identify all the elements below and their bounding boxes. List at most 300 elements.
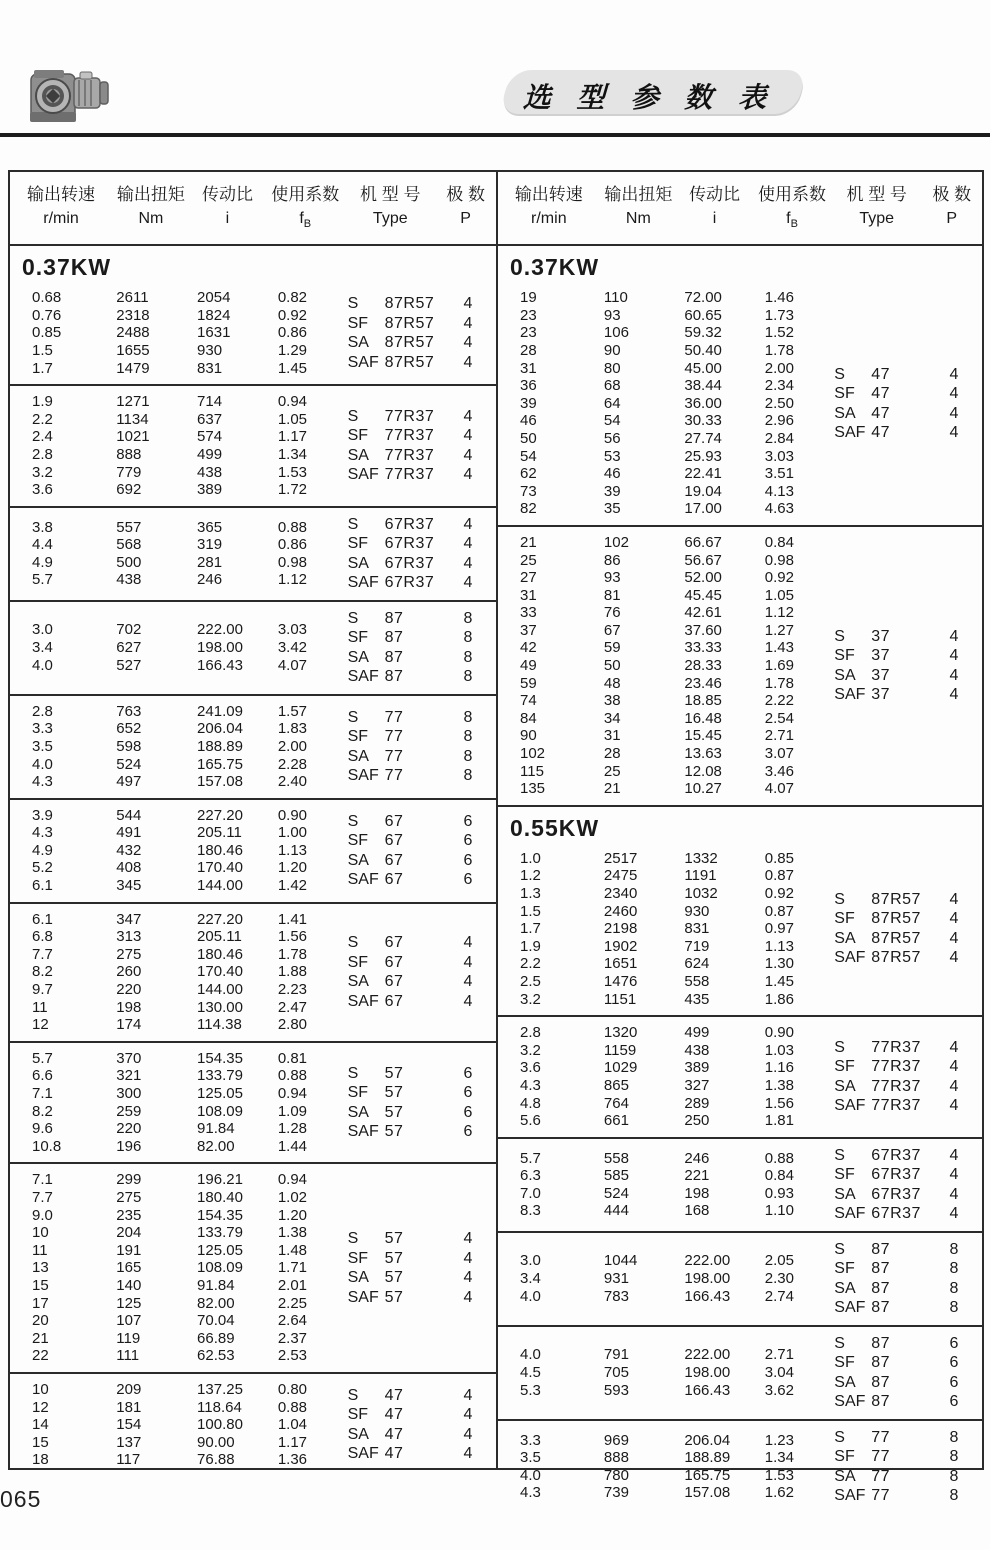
torque-cell: 438 [116,571,142,589]
poles-cell: 8 [463,767,473,785]
type-model: 67 [384,992,404,1010]
ratio-cell: 62.53 [197,1347,235,1365]
poles-cell: 4 [463,934,473,952]
ratio-cell: 198.00 [684,1269,731,1287]
type-model: 77 [384,767,404,785]
data-block [10,1043,496,1165]
speed-cell: 13 [32,1259,49,1277]
speed-cell: 23 [520,306,537,324]
type-row [348,972,496,992]
ratio-cell: 45.00 [684,359,722,377]
fb-cell: 2.05 [764,1252,794,1270]
speed-cell: 82 [520,500,537,518]
ratio-cell: 12.08 [684,762,722,780]
table-row [498,604,822,622]
type-row [348,831,496,851]
torque-cell: 500 [116,553,142,571]
type-row [834,1096,982,1116]
type-prefix: S [834,365,845,383]
ratio-cell: 170.40 [197,963,243,981]
poles-cell: 8 [949,1467,959,1485]
fb-cell: 2.50 [764,394,794,412]
rows-area [498,1252,822,1305]
speed-cell: 4.0 [520,1287,541,1305]
rows-area [498,1024,822,1130]
torque-cell: 705 [603,1363,629,1381]
speed-cell: 4.5 [520,1363,541,1381]
poles-cell: 4 [949,647,959,665]
table-row [498,1095,822,1113]
type-prefix: S [834,1428,845,1446]
ratio-cell: 59.32 [684,324,722,342]
type-model: 87R57 [384,314,435,332]
torque-cell: 59 [603,639,621,657]
speed-cell: 6.1 [32,877,53,895]
poles-cell: 8 [463,648,473,666]
fb-cell: 2.34 [764,377,794,395]
type-model: 77 [871,1487,891,1505]
torque-cell: 209 [116,1380,142,1398]
fb-cell: 0.86 [277,536,308,554]
fb-cell: 1.44 [277,1137,308,1155]
speed-cell: 5.7 [32,1049,53,1067]
torque-cell: 347 [116,910,142,928]
poles-cell: 4 [463,574,473,592]
poles-cell: 6 [949,1354,959,1372]
table-row [498,1167,822,1185]
speed-cell: 6.8 [32,928,53,946]
table-row [10,1277,336,1295]
fb-cell: 1.03 [764,1041,794,1059]
poles-cell: 4 [463,446,473,464]
speed-cell: 12 [32,1398,49,1416]
table-row [498,377,822,395]
torque-cell: 102 [603,533,629,551]
speed-cell: 4.4 [32,536,53,554]
table-row [498,1059,822,1077]
ratio-cell: 10.27 [684,780,722,798]
header-cell: i [712,210,717,227]
table-row [10,1171,336,1189]
fb-cell: 0.98 [764,551,794,569]
table-row [498,552,822,570]
ratio-cell: 206.04 [684,1431,731,1449]
ratio-cell: 45.45 [684,586,722,604]
type-model: 87 [384,668,404,686]
fb-cell: 0.97 [764,920,794,938]
table-row [10,773,336,791]
ratio-cell: 327 [684,1076,710,1094]
torque-cell: 1021 [116,428,150,446]
table-row [10,911,336,929]
speed-cell: 4.0 [32,755,53,773]
table-row [498,763,822,781]
type-row [834,929,982,949]
table-row [10,703,336,721]
type-model: 87 [384,648,404,666]
speed-cell: 12 [32,1016,49,1034]
fb-cell: 2.28 [277,755,308,773]
torque-cell: 117 [116,1451,141,1469]
torque-cell: 1651 [603,955,638,973]
speed-cell: 1.5 [520,902,541,920]
type-model: 47 [384,1386,404,1404]
ratio-cell: 222.00 [684,1252,731,1270]
ratio-cell: 831 [197,359,223,377]
type-prefix: S [834,1038,845,1056]
torque-cell: 661 [603,1112,629,1130]
type-model: 77R37 [384,446,435,464]
type-row [834,627,982,647]
type-model: 77R37 [384,427,435,445]
table-row [498,692,822,710]
table-row [498,1202,822,1220]
table-row [498,448,822,466]
torque-cell: 299 [116,1171,142,1189]
types-area [336,609,496,687]
ratio-cell: 66.67 [684,533,722,551]
type-model: 57 [384,1269,404,1287]
header-divider [0,133,990,137]
types-area [822,1146,982,1224]
fb-cell: 1.09 [277,1102,308,1120]
fb-cell: 1.41 [277,910,308,928]
type-row [348,766,496,786]
poles-cell: 8 [463,609,473,627]
table-row [10,1103,336,1121]
torque-cell: 568 [116,536,142,554]
torque-cell: 48 [603,674,621,692]
fb-cell: 1.71 [277,1259,308,1277]
header-row-cn [10,182,496,207]
speed-cell: 3.6 [520,1059,541,1077]
torque-cell: 275 [116,945,142,963]
speed-cell: 54 [520,447,537,465]
rows-area [10,703,336,791]
torque-cell: 2517 [603,849,638,867]
speed-cell: 4.9 [32,841,53,859]
type-prefix: S [834,1334,845,1352]
types-area [336,812,496,890]
poles-cell: 4 [463,1406,473,1424]
speed-cell: 7.7 [32,1188,53,1206]
type-prefix: SF [834,1166,855,1184]
fb-cell: 2.25 [277,1294,308,1312]
data-block [498,1421,982,1513]
speed-cell: 39 [520,394,537,412]
speed-cell: 0.76 [32,306,62,324]
table-row [498,780,822,798]
ratio-cell: 222.00 [684,1346,731,1364]
torque-cell: 888 [116,445,142,463]
type-model: 67 [384,851,404,869]
type-row [348,1229,496,1249]
ratio-cell: 72.00 [684,289,722,307]
poles-cell: 4 [949,1097,959,1115]
data-block [10,800,496,904]
type-model: 47 [384,1425,404,1443]
table-row [10,1207,336,1225]
type-model: 87 [871,1299,891,1317]
speed-cell: 9.7 [32,981,53,999]
poles-cell: 4 [463,314,473,332]
type-prefix: SAF [834,1393,866,1411]
speed-cell: 6.1 [32,910,53,928]
torque-cell: 593 [603,1381,629,1399]
type-model: 37 [871,627,891,645]
speed-cell: 42 [520,639,537,657]
header-cell: Nm [138,210,164,227]
speed-cell: 6.6 [32,1067,53,1085]
fb-cell: 1.17 [277,428,308,446]
table-row [10,1120,336,1138]
speed-cell: 3.3 [32,720,53,738]
ratio-cell: 154.35 [197,1206,243,1224]
speed-cell: 84 [520,709,537,727]
torque-cell: 86 [603,551,621,569]
fb-cell: 2.23 [277,981,308,999]
table-row [10,554,336,572]
type-model: 67R37 [871,1166,921,1184]
ratio-cell: 198 [684,1184,710,1202]
ratio-cell: 70.04 [197,1312,235,1330]
poles-cell: 4 [949,1058,959,1076]
speed-cell: 31 [520,359,537,377]
type-model: 87 [871,1393,891,1411]
torque-cell: 779 [116,463,142,481]
ratio-cell: 15.45 [684,727,722,745]
type-model: 67R37 [384,574,435,592]
types-area [336,1229,496,1307]
type-prefix: SF [834,1058,855,1076]
torque-cell: 432 [116,841,142,859]
poles-cell: 8 [949,1299,959,1317]
header-cell: $f_B$ [786,210,798,231]
rows-area [10,393,336,499]
poles-cell: 8 [463,629,473,647]
table-row [10,1189,336,1207]
type-row [834,1467,982,1487]
table-row [10,963,336,981]
poles-cell: 4 [949,424,959,442]
type-prefix: SF [347,953,369,971]
poles-cell: 4 [949,1205,959,1223]
speed-cell: 6.3 [520,1167,541,1185]
speed-cell: 1.5 [32,341,53,359]
table-row [10,446,336,464]
data-block [498,1327,982,1421]
table-row [10,981,336,999]
header-cell: 传动比 [201,185,253,204]
torque-cell: 111 [116,1347,140,1365]
header-row-en [498,207,982,236]
poles-cell: 6 [463,832,473,850]
table-column-2 [496,172,982,1505]
speed-cell: 4.3 [32,773,53,791]
rows-area [10,1381,336,1469]
type-model: 37 [871,647,891,665]
fb-cell: 2.80 [277,1016,308,1034]
ratio-cell: 33.33 [684,639,722,657]
fb-cell: 1.23 [764,1431,794,1449]
ratio-cell: 60.65 [684,306,722,324]
speed-cell: 90 [520,727,537,745]
speed-cell: 23 [520,324,537,342]
ratio-cell: 133.79 [197,1067,243,1085]
fb-cell: 1.10 [764,1202,794,1220]
torque-cell: 259 [116,1102,142,1120]
poles-cell: 4 [949,1077,959,1095]
table-row [10,1224,336,1242]
type-prefix: SA [834,1185,856,1203]
fb-cell: 2.01 [277,1276,308,1294]
torque-cell: 558 [603,1149,629,1167]
torque-cell: 181 [116,1398,142,1416]
type-model: 77R37 [871,1038,921,1056]
rows-area [10,1171,336,1365]
fb-cell: 3.62 [764,1381,794,1399]
table-row [498,938,822,956]
speed-cell: 2.8 [32,445,53,463]
table-row [498,1150,822,1168]
speed-cell: 3.2 [32,463,53,481]
type-row [834,1428,982,1448]
torque-cell: 107 [116,1312,142,1330]
ratio-cell: 499 [684,1024,710,1042]
type-prefix: S [834,1146,845,1164]
table-row [498,430,822,448]
torque-cell: 1655 [116,341,150,359]
table-row [10,324,336,342]
header-cell: $f_B$ [299,210,312,231]
type-prefix: SA [347,1269,369,1287]
header-cell: 机 型 号 [846,185,907,204]
table-row [10,738,336,756]
speed-cell: 2.2 [520,955,541,973]
ratio-cell: 56.67 [684,551,722,569]
data-block [498,527,982,807]
table-row [498,342,822,360]
ratio-cell: 66.89 [197,1329,235,1347]
type-prefix: S [834,890,845,908]
table-row [10,464,336,482]
fb-cell: 1.48 [277,1241,308,1259]
poles-cell: 4 [463,1230,473,1248]
torque-cell: 125 [116,1294,142,1312]
table-row [10,411,336,429]
fb-cell: 0.86 [277,324,308,342]
header-cell: Type [859,210,895,227]
fb-cell: 1.12 [764,604,794,622]
torque-cell: 54 [603,412,621,430]
rows-area [10,911,336,1034]
torque-cell: 544 [116,806,142,824]
type-prefix: S [347,515,359,533]
type-prefix: SAF [834,1205,866,1223]
type-prefix: SF [834,647,855,665]
ratio-cell: 435 [684,990,710,1008]
table-row [10,393,336,411]
torque-cell: 1159 [603,1041,637,1059]
table-row [498,307,822,325]
header-cell: r/min [531,210,567,227]
fb-cell: 1.04 [277,1416,308,1434]
torque-cell: 76 [603,604,621,622]
fb-cell: 3.04 [764,1363,794,1381]
torque-cell: 81 [603,586,621,604]
fb-cell: 3.46 [764,762,794,780]
speed-cell: 22 [32,1347,49,1365]
ratio-cell: 50.40 [684,341,722,359]
type-prefix: SA [834,1279,856,1297]
fb-cell: 1.45 [277,359,308,377]
type-model: 87R57 [871,910,921,928]
torque-cell: 198 [116,998,142,1016]
type-row [834,1334,982,1354]
speed-cell: 3.0 [520,1252,541,1270]
type-row [348,667,496,687]
fb-cell: 2.96 [764,412,794,430]
type-prefix: S [347,708,359,726]
table-row [10,1050,336,1068]
poles-cell: 4 [949,627,959,645]
torque-cell: 1479 [116,359,150,377]
type-model: 67 [384,973,404,991]
column-header [498,172,982,246]
type-prefix: S [347,812,359,830]
poles-cell: 4 [463,1269,473,1287]
torque-cell: 119 [116,1329,141,1347]
torque-cell: 1902 [603,937,638,955]
poles-cell: 4 [463,554,473,572]
speed-cell: 0.85 [32,324,62,342]
fb-cell: 0.92 [764,885,794,902]
table-row [10,536,336,554]
speed-cell: 1.7 [32,359,53,377]
fb-cell: 2.84 [764,429,794,447]
poles-cell: 4 [949,890,959,908]
type-row [834,384,982,404]
type-row [834,1279,982,1299]
poles-cell: 4 [949,949,959,967]
type-row [348,648,496,668]
fb-cell: 2.37 [277,1329,308,1347]
type-model: 67 [384,832,404,850]
torque-cell: 2475 [603,867,638,885]
type-model: 67 [384,953,404,971]
type-model: 77 [871,1448,891,1466]
speed-cell: 9.6 [32,1120,53,1138]
fb-cell: 2.53 [277,1347,308,1365]
table-row [498,639,822,657]
torque-cell: 702 [116,621,142,639]
type-row [834,365,982,385]
type-model: 87R57 [871,929,921,947]
fb-cell: 1.34 [277,445,308,463]
type-prefix: SF [347,728,369,746]
type-model: 47 [871,385,891,403]
type-row [834,1165,982,1185]
header-cell: 输出转速 [27,185,96,204]
fb-cell: 1.45 [764,972,794,990]
speed-cell: 15 [32,1276,49,1294]
table-row [498,1270,822,1288]
table-row [498,500,822,518]
table-row [10,1416,336,1434]
fb-cell: 3.03 [764,447,794,465]
fb-cell: 4.07 [764,780,794,798]
type-prefix: S [347,609,359,627]
